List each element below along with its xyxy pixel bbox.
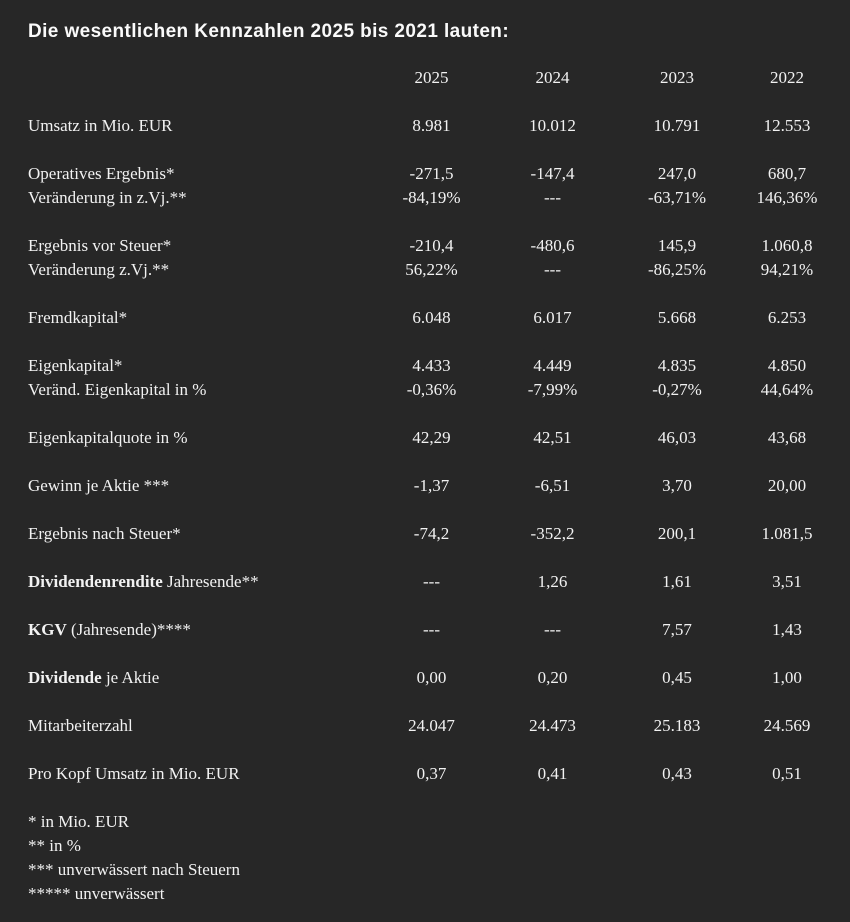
table-row-group bbox=[28, 522, 840, 546]
cell-value: 42,51 bbox=[533, 428, 572, 447]
cell-value: 44,64% bbox=[760, 380, 814, 399]
table-row bbox=[28, 666, 840, 690]
row-label: Eigenkapitalquote in % bbox=[28, 428, 188, 447]
table-body bbox=[28, 114, 840, 786]
row-label: Umsatz in Mio. EUR bbox=[28, 116, 173, 135]
cell-value: -352,2 bbox=[530, 524, 575, 543]
table-header-row bbox=[28, 66, 840, 90]
cell-value: 0,43 bbox=[662, 764, 692, 783]
cell-value: -86,25% bbox=[647, 260, 707, 279]
table-row bbox=[28, 354, 840, 378]
cell-value: 3,70 bbox=[662, 476, 692, 495]
cell-value: 3,51 bbox=[772, 572, 802, 591]
cell-value: 680,7 bbox=[767, 164, 807, 183]
table-row-group bbox=[28, 618, 840, 642]
cell-value: 4.850 bbox=[767, 356, 807, 375]
row-label: Gewinn je Aktie *** bbox=[28, 476, 170, 495]
cell-value: 0,20 bbox=[537, 668, 568, 687]
cell-value: 0,37 bbox=[416, 764, 447, 783]
row-label: Mitarbeiterzahl bbox=[28, 716, 133, 735]
footnote-line: ** in % bbox=[28, 836, 81, 855]
cell-value: 12.553 bbox=[763, 116, 811, 135]
cell-value: 6.253 bbox=[767, 308, 807, 327]
table-row-group bbox=[28, 570, 840, 594]
page-title: Die wesentlichen Kennzahlen 2025 bis 2021 lauten: bbox=[28, 21, 510, 42]
cell-value: -0,36% bbox=[406, 380, 457, 399]
cell-value: 0,51 bbox=[772, 764, 802, 783]
cell-value: -63,71% bbox=[647, 188, 707, 207]
year-header: 2022 bbox=[770, 68, 804, 87]
table-row bbox=[28, 714, 840, 738]
table-row bbox=[28, 570, 840, 594]
table-row-group bbox=[28, 474, 840, 498]
cell-value: 24.569 bbox=[763, 716, 811, 735]
row-label: Dividende je Aktie bbox=[28, 668, 160, 687]
table-row-group bbox=[28, 306, 840, 330]
table-row-group bbox=[28, 354, 840, 402]
table-row bbox=[28, 306, 840, 330]
cell-value: 24.047 bbox=[408, 716, 455, 735]
footnotes bbox=[28, 810, 840, 906]
table-row-group bbox=[28, 426, 840, 450]
row-label: KGV (Jahresende)**** bbox=[28, 620, 191, 639]
row-label: Ergebnis nach Steuer* bbox=[28, 524, 181, 543]
table-row-group bbox=[28, 234, 840, 282]
cell-value: 1,43 bbox=[772, 620, 802, 639]
footnote-line: *** unverwässert nach Steuern bbox=[28, 860, 240, 879]
cell-value: --- bbox=[544, 620, 561, 639]
table-row-group bbox=[28, 666, 840, 690]
row-label: Pro Kopf Umsatz in Mio. EUR bbox=[28, 764, 240, 783]
cell-value: -74,2 bbox=[413, 524, 450, 543]
cell-value: -480,6 bbox=[530, 236, 575, 255]
cell-value: --- bbox=[423, 620, 440, 639]
cell-value: 20,00 bbox=[767, 476, 807, 495]
row-label: Veränderung z.Vj.** bbox=[28, 260, 170, 279]
year-header: 2023 bbox=[660, 68, 694, 87]
table-row bbox=[28, 114, 840, 138]
table-row bbox=[28, 378, 840, 402]
cell-value: 56,22% bbox=[405, 260, 458, 279]
cell-value: 25.183 bbox=[653, 716, 701, 735]
row-label: Dividendenrendite Jahresende** bbox=[28, 572, 259, 591]
footnote-line: ***** unverwässert bbox=[28, 884, 165, 903]
row-label: Fremdkapital* bbox=[28, 308, 128, 327]
cell-value: 6.017 bbox=[533, 308, 572, 327]
table-row-group bbox=[28, 114, 840, 138]
cell-value: 146,36% bbox=[756, 188, 818, 207]
cell-value: -1,37 bbox=[413, 476, 450, 495]
cell-value: 5.668 bbox=[657, 308, 697, 327]
cell-value: 0,45 bbox=[662, 668, 692, 687]
year-header: 2025 bbox=[414, 68, 449, 87]
cell-value: 46,03 bbox=[657, 428, 697, 447]
year-header: 2024 bbox=[535, 68, 570, 87]
cell-value: --- bbox=[423, 572, 440, 591]
table-row bbox=[28, 426, 840, 450]
table-row bbox=[28, 762, 840, 786]
table-row bbox=[28, 162, 840, 186]
cell-value: 8.981 bbox=[412, 116, 451, 135]
row-label: Veränd. Eigenkapital in % bbox=[28, 380, 207, 399]
cell-value: 6.048 bbox=[412, 308, 451, 327]
row-label: Operatives Ergebnis* bbox=[28, 164, 175, 183]
cell-value: -84,19% bbox=[402, 188, 461, 207]
table-row bbox=[28, 258, 840, 282]
cell-value: 247,0 bbox=[657, 164, 697, 183]
cell-value: 7,57 bbox=[662, 620, 692, 639]
cell-value: 1,26 bbox=[537, 572, 568, 591]
cell-value: 10.791 bbox=[653, 116, 701, 135]
cell-value: -210,4 bbox=[409, 236, 454, 255]
cell-value: 0,00 bbox=[416, 668, 447, 687]
table-row-group bbox=[28, 162, 840, 210]
cell-value: 0,41 bbox=[537, 764, 568, 783]
kennzahlen-table bbox=[28, 66, 840, 786]
footnote-line: * in Mio. EUR bbox=[28, 812, 130, 831]
cell-value: 4.433 bbox=[412, 356, 451, 375]
table-row bbox=[28, 522, 840, 546]
cell-value: 200,1 bbox=[657, 524, 697, 543]
cell-value: 1.060,8 bbox=[761, 236, 813, 255]
table-row-group bbox=[28, 762, 840, 786]
table-row bbox=[28, 234, 840, 258]
table-row-group bbox=[28, 714, 840, 738]
table-row bbox=[28, 618, 840, 642]
header-spacer bbox=[28, 66, 372, 90]
cell-value: -6,51 bbox=[534, 476, 571, 495]
cell-value: 42,29 bbox=[412, 428, 451, 447]
cell-value: --- bbox=[544, 188, 561, 207]
cell-value: 4.835 bbox=[657, 356, 697, 375]
cell-value: -147,4 bbox=[530, 164, 575, 183]
row-label: Veränderung in z.Vj.** bbox=[28, 188, 187, 207]
cell-value: 145,9 bbox=[657, 236, 697, 255]
cell-value: -7,99% bbox=[527, 380, 578, 399]
cell-value: -0,27% bbox=[652, 380, 702, 399]
row-label: Eigenkapital* bbox=[28, 356, 123, 375]
cell-value: 4.449 bbox=[533, 356, 572, 375]
cell-value: 43,68 bbox=[767, 428, 807, 447]
table-row bbox=[28, 186, 840, 210]
table-row bbox=[28, 474, 840, 498]
cell-value: -271,5 bbox=[409, 164, 454, 183]
row-label: Ergebnis vor Steuer* bbox=[28, 236, 172, 255]
cell-value: 1,61 bbox=[662, 572, 692, 591]
cell-value: 1.081,5 bbox=[761, 524, 813, 543]
cell-value: --- bbox=[544, 260, 561, 279]
cell-value: 94,21% bbox=[760, 260, 814, 279]
cell-value: 10.012 bbox=[529, 116, 576, 135]
cell-value: 1,00 bbox=[772, 668, 802, 687]
cell-value: 24.473 bbox=[529, 716, 576, 735]
